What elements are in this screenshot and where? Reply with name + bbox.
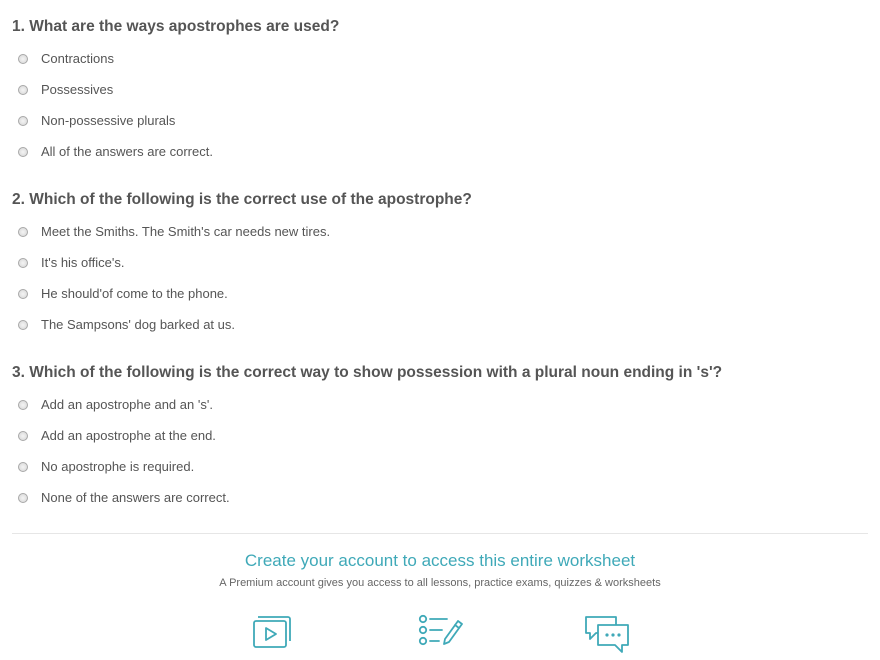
radio-button[interactable]: [18, 54, 28, 64]
answer-option[interactable]: [12, 216, 472, 247]
answer-option[interactable]: [12, 278, 472, 309]
answer-label: Non-possessive plurals: [41, 113, 176, 128]
answer-label: Contractions: [41, 51, 114, 66]
radio-button[interactable]: [18, 227, 28, 237]
answer-label: Meet the Smiths. The Smith's car needs new tires.: [41, 224, 331, 239]
signup-cta: [0, 549, 880, 590]
answer-option[interactable]: [12, 247, 472, 278]
radio-button[interactable]: [18, 493, 28, 503]
question-2: [12, 190, 472, 340]
question-1: [12, 17, 339, 167]
answer-label: The Sampsons' dog barked at us.: [41, 317, 235, 332]
section-divider: [12, 533, 868, 534]
cta-subtitle: A Premium account gives you access to all lessons, practice exams, quizzes & worksheets: [219, 577, 661, 589]
answer-label: All of the answers are correct.: [41, 144, 213, 159]
answer-label: None of the answers are correct.: [41, 490, 230, 505]
radio-button[interactable]: [18, 320, 28, 330]
answer-option[interactable]: [12, 389, 722, 420]
answer-option[interactable]: [12, 43, 339, 74]
cta-title[interactable]: Create your account to access this entire worksheet: [244, 551, 636, 570]
question-3: [12, 363, 722, 513]
quiz-worksheet-icon: [417, 613, 463, 654]
radio-button[interactable]: [18, 258, 28, 268]
answer-option[interactable]: [12, 105, 339, 136]
radio-button[interactable]: [18, 462, 28, 472]
answer-option[interactable]: [12, 451, 722, 482]
radio-button[interactable]: [18, 147, 28, 157]
answer-label: He should'of come to the phone.: [41, 286, 228, 301]
video-lessons-icon: [252, 613, 292, 654]
radio-button[interactable]: [18, 116, 28, 126]
question-title: 2. Which of the following is the correct use of the apostrophe?: [12, 191, 472, 208]
answer-label: Add an apostrophe at the end.: [41, 428, 216, 443]
answer-label: It's his office's.: [41, 255, 125, 270]
answer-option[interactable]: [12, 136, 339, 167]
radio-button[interactable]: [18, 431, 28, 441]
question-title: 3. Which of the following is the correct way to show possession with a plural noun ending in 's'?: [12, 364, 723, 381]
radio-button[interactable]: [18, 85, 28, 95]
answer-label: No apostrophe is required.: [41, 459, 195, 474]
answer-option[interactable]: [12, 420, 722, 451]
radio-button[interactable]: [18, 400, 28, 410]
chat-support-icon: [582, 613, 632, 660]
answer-option[interactable]: [12, 309, 472, 340]
question-title: 1. What are the ways apostrophes are used?: [12, 18, 340, 35]
answer-options: [12, 43, 339, 167]
radio-button[interactable]: [18, 289, 28, 299]
answer-option[interactable]: [12, 482, 722, 513]
answer-options: [12, 216, 472, 340]
answer-option[interactable]: [12, 74, 339, 105]
answer-options: [12, 389, 722, 513]
answer-label: Possessives: [41, 82, 114, 97]
answer-label: Add an apostrophe and an 's'.: [41, 397, 213, 412]
